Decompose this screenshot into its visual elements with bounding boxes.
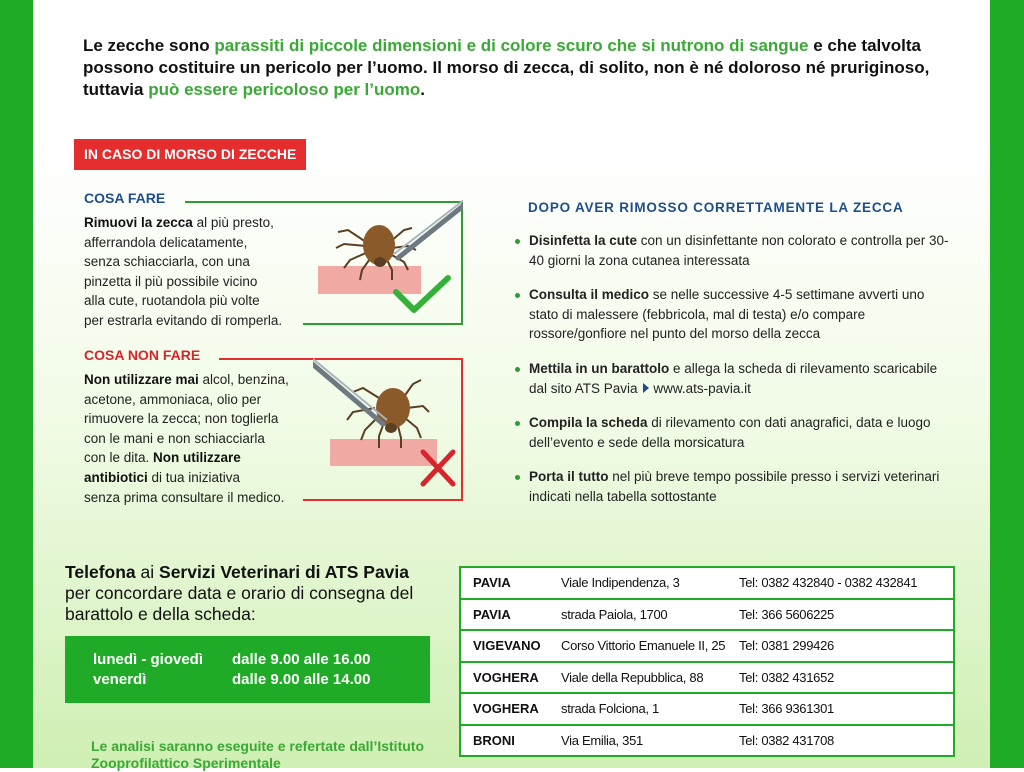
office-phone[interactable]: Tel: 0382 431708 xyxy=(739,725,954,757)
item-bold: Mettila in un barattolo xyxy=(529,360,670,376)
telefona-paragraph xyxy=(65,562,445,625)
office-address: strada Paiola, 1700 xyxy=(561,599,739,631)
cosa-non-fare-text xyxy=(84,370,324,507)
office-phone[interactable]: Tel: 366 9361301 xyxy=(739,693,954,725)
dopo-title: DOPO AVER RIMOSSO CORRETTAMENTE LA ZECCA xyxy=(528,200,904,215)
table-row xyxy=(460,662,954,694)
office-address: strada Folciona, 1 xyxy=(561,693,739,725)
cross-icon xyxy=(423,452,453,484)
cosa-non-fare-line: acetone, ammoniaca, olio per xyxy=(84,391,262,407)
office-address: Viale Indipendenza, 3 xyxy=(561,567,739,599)
intro-text: . xyxy=(420,80,425,99)
office-city: VIGEVANO xyxy=(460,630,561,662)
cosa-fare-bold: Rimuovi la zecca xyxy=(84,215,193,230)
hours-time: dalle 9.00 alle 16.00 xyxy=(232,651,371,668)
offices-table xyxy=(459,566,955,757)
cosa-non-fare-line: con le dita. xyxy=(84,450,154,466)
intro-text: e che talvolta possono costituire un pericolo per l’uomo. Il morso di zecca, di solito, non è né doloroso né pruriginoso, tuttavia xyxy=(83,36,930,99)
hours-day: venerdì xyxy=(93,671,147,688)
cosa-fare-title: COSA FARE xyxy=(84,190,166,206)
ats-website-link[interactable]: www.ats-pavia.it xyxy=(653,380,751,396)
cosa-fare-text xyxy=(84,213,324,331)
item-text: con un disinfettante non colorato e controlla per 30-40 giorni la zona cutanea interessata xyxy=(529,233,949,268)
bullet-dot-icon xyxy=(515,475,520,480)
item-text: di rilevamento con dati anagrafici, data e luogo dell’evento e sede della morsicatura xyxy=(529,415,931,450)
item-text: nel più breve tempo possibile presso i servizi veterinari indicati nella tabella sottostante xyxy=(529,469,940,504)
cosa-fare-line: pinzetta il più possibile vicino xyxy=(84,273,258,289)
bullet-dot-icon xyxy=(515,421,520,426)
leaflet-page xyxy=(33,0,990,771)
cosa-non-fare-bold: antibiotici xyxy=(84,469,148,485)
section-banner: IN CASO DI MORSO DI ZECCHE xyxy=(74,139,306,170)
arrow-right-icon xyxy=(643,383,649,393)
office-address: Viale della Repubblica, 88 xyxy=(561,662,739,694)
tick-removal-wrong-illustration xyxy=(313,358,461,498)
cosa-non-fare-line: di tua iniziativa xyxy=(147,469,241,485)
cosa-fare-line: afferrandola delicatamente, xyxy=(84,234,248,250)
bullet-dot-icon xyxy=(515,367,520,372)
cosa-non-fare-line: con le mani e non schiacciarla xyxy=(84,430,265,446)
telefona-text: ai xyxy=(135,562,160,582)
cosa-non-fare-frame-right xyxy=(461,358,463,501)
table-row xyxy=(460,599,954,631)
telefona-bold: Telefona xyxy=(65,562,136,582)
hours-time: dalle 9.00 alle 14.00 xyxy=(232,671,371,688)
office-city: PAVIA xyxy=(460,599,561,631)
left-green-border xyxy=(0,0,33,768)
list-item xyxy=(511,359,951,398)
office-city: BRONI xyxy=(460,725,561,757)
cosa-non-fare-frame-bottom xyxy=(303,499,463,501)
office-phone[interactable]: Tel: 0381 299426 xyxy=(739,630,954,662)
hours-day: lunedì - giovedì xyxy=(93,651,204,668)
table-row xyxy=(460,725,954,757)
office-city: VOGHERA xyxy=(460,662,561,694)
list-item xyxy=(511,413,951,452)
bullet-dot-icon xyxy=(515,239,520,244)
telefona-bold: Servizi Veterinari di ATS Pavia xyxy=(159,562,410,582)
cosa-fare-line: per estrarla evitando di romperla. xyxy=(84,312,283,328)
item-text: e allega la scheda di rilevamento scaricabile dal sito ATS Pavia xyxy=(529,360,938,396)
table-row xyxy=(460,693,954,725)
office-address: Via Emilia, 351 xyxy=(561,725,739,757)
office-city: PAVIA xyxy=(460,567,561,599)
telefona-text: per concordare data e orario di consegna del barattolo e della scheda: xyxy=(65,583,414,624)
intro-text: Le zecche sono xyxy=(83,36,215,55)
analysis-note: Le analisi saranno eseguite e refertate dall’Istituto Zooprofilattico Sperimentale xyxy=(91,738,424,771)
cosa-non-fare-line: alcol, benzina, xyxy=(198,372,289,387)
intro-paragraph xyxy=(83,35,943,101)
cosa-fare-line: alla cute, ruotandola più volte xyxy=(84,293,260,309)
opening-hours-box xyxy=(65,636,430,703)
table-row xyxy=(460,630,954,662)
bullet-dot-icon xyxy=(515,293,520,298)
hours-row xyxy=(93,671,370,688)
cosa-non-fare-bold: Non utilizzare mai xyxy=(84,372,199,387)
office-phone[interactable]: Tel: 0382 432840 - 0382 432841 xyxy=(739,567,954,599)
cosa-non-fare-line: senza prima consultare il medico. xyxy=(84,489,285,505)
tweezers-icon xyxy=(313,358,387,424)
list-item xyxy=(511,285,951,344)
item-bold: Consulta il medico xyxy=(529,287,650,303)
list-item xyxy=(511,231,951,270)
cosa-non-fare-bold: Non utilizzare xyxy=(153,450,241,466)
cosa-non-fare-title: COSA NON FARE xyxy=(84,347,201,363)
list-item xyxy=(511,467,951,506)
skin-patch xyxy=(318,266,421,294)
cosa-non-fare-line: rimuovere la zecca; non toglierla xyxy=(84,411,279,427)
intro-highlight: parassiti di piccole dimensioni e di colore scuro che si nutrono di sangue xyxy=(214,36,809,55)
intro-highlight: può essere pericoloso per l’uomo xyxy=(148,80,421,99)
right-green-border xyxy=(990,0,1024,768)
item-bold: Disinfetta la cute xyxy=(529,233,638,248)
dopo-list xyxy=(511,231,951,522)
item-bold: Compila la scheda xyxy=(529,415,648,431)
item-bold: Porta il tutto xyxy=(529,469,609,485)
cosa-fare-line: al più presto, xyxy=(192,215,274,230)
cosa-fare-line: senza schiacciarla, con una xyxy=(84,254,250,270)
item-text: se nelle successive 4-5 settimane avverti uno stato di malessere (febbricola, mal di testa) e/o compare rossore/gonfiore nel punto del morso della zecca xyxy=(529,287,925,342)
office-phone[interactable]: Tel: 366 5606225 xyxy=(739,599,954,631)
table-row xyxy=(460,567,954,599)
office-address: Corso Vittorio Emanuele II, 25 xyxy=(561,630,739,662)
office-phone[interactable]: Tel: 0382 431652 xyxy=(739,662,954,694)
office-city: VOGHERA xyxy=(460,693,561,725)
tick-icon xyxy=(347,380,429,448)
hours-row xyxy=(93,651,370,668)
tick-removal-correct-illustration xyxy=(308,200,463,324)
